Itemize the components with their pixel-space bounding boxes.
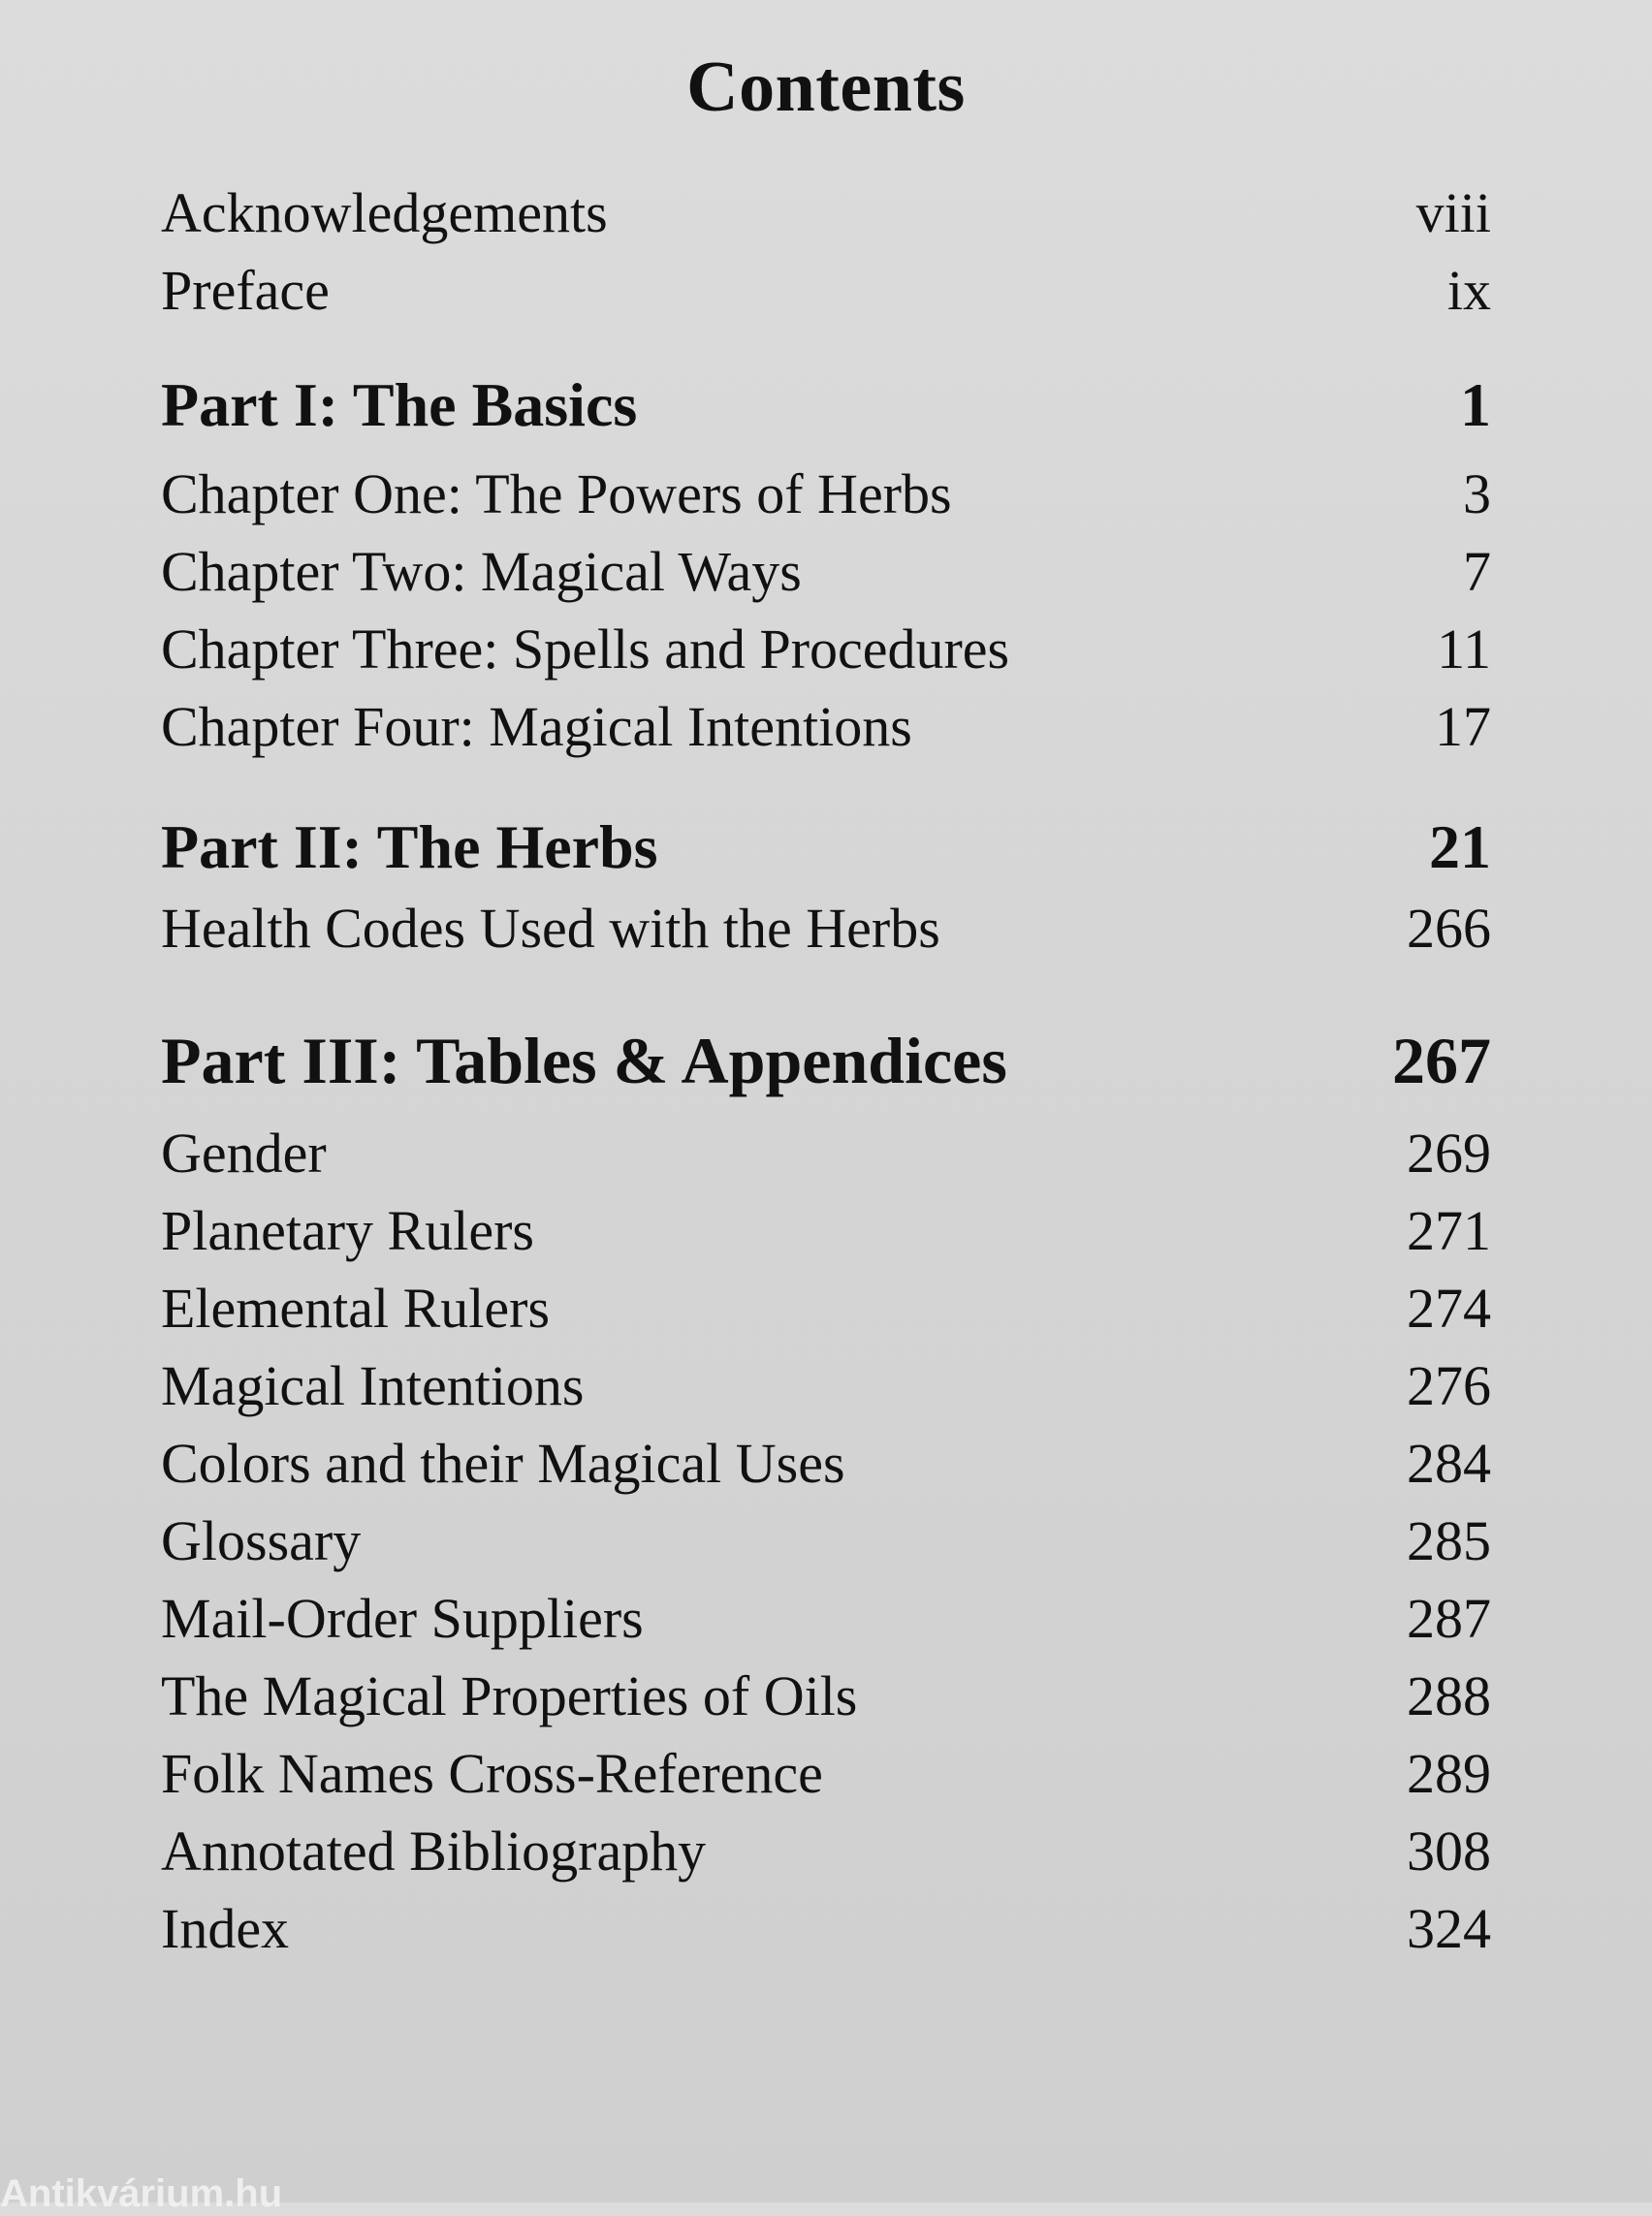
- toc-entry-page: ix: [1446, 259, 1491, 322]
- toc-entry-chapter-one[interactable]: [161, 456, 1491, 533]
- toc-entry-page: 3: [1463, 462, 1491, 525]
- toc-entry-label: Folk Names Cross-Reference: [161, 1742, 823, 1805]
- toc-entry-label: Gender: [161, 1122, 327, 1185]
- toc-entry-chapter-two[interactable]: [161, 533, 1491, 611]
- toc-entry-chapter-four[interactable]: [161, 688, 1491, 766]
- toc-entry-label: Chapter Two: Magical Ways: [161, 540, 802, 603]
- toc-entry-label: Planetary Rulers: [161, 1199, 534, 1262]
- toc-entry-page: 7: [1463, 540, 1491, 603]
- toc-entry-bibliography[interactable]: [161, 1813, 1491, 1890]
- toc-entry-label: Elemental Rulers: [161, 1277, 551, 1340]
- toc-part-1[interactable]: [161, 366, 1491, 444]
- toc-entry-chapter-three[interactable]: [161, 611, 1491, 688]
- toc-entry-folk-names[interactable]: [161, 1735, 1491, 1813]
- toc-entry-magical-intentions[interactable]: [161, 1347, 1491, 1425]
- toc-entry-label: Mail-Order Suppliers: [161, 1587, 644, 1650]
- toc-part-3[interactable]: [161, 1022, 1491, 1099]
- toc-part-title: Part II: The Herbs: [161, 812, 658, 881]
- toc-entry-label: Chapter Four: Magical Intentions: [161, 695, 912, 758]
- toc-entry-page: 324: [1407, 1897, 1491, 1960]
- watermark: Antikvárium.hu: [0, 2172, 283, 2215]
- toc-entry-page: 288: [1407, 1664, 1491, 1727]
- toc-entry-label: Magical Intentions: [161, 1354, 585, 1417]
- toc-entry-page: 285: [1407, 1509, 1491, 1572]
- toc-entry-label: Acknowledgements: [161, 181, 608, 244]
- toc-entry-label: Chapter Three: Spells and Procedures: [161, 617, 1010, 681]
- toc-entry-planetary-rulers[interactable]: [161, 1192, 1491, 1270]
- toc-entry-page: 289: [1407, 1742, 1491, 1805]
- toc-entry-label: Index: [161, 1897, 290, 1960]
- toc-part-page: 1: [1460, 370, 1491, 439]
- toc-entry-page: 287: [1407, 1587, 1491, 1650]
- toc-entry-page: 266: [1407, 897, 1491, 960]
- toc-entry-health-codes[interactable]: [161, 890, 1491, 967]
- toc-entry-label: Chapter One: The Powers of Herbs: [161, 462, 952, 525]
- toc-entry-elemental-rulers[interactable]: [161, 1270, 1491, 1347]
- toc-entry-page: 276: [1407, 1354, 1491, 1417]
- toc-entry-label: Preface: [161, 259, 330, 322]
- toc-entry-label: Colors and their Magical Uses: [161, 1432, 845, 1495]
- toc-entry-oils[interactable]: [161, 1658, 1491, 1735]
- toc-entry-page: viii: [1415, 181, 1491, 244]
- toc-entry-label: Glossary: [161, 1509, 362, 1572]
- toc-part-2[interactable]: [161, 808, 1491, 886]
- toc-entry-page: 269: [1407, 1122, 1491, 1185]
- toc-entry-index[interactable]: [161, 1890, 1491, 1968]
- toc-entry-page: 271: [1407, 1199, 1491, 1262]
- toc-entry-mail-order[interactable]: [161, 1580, 1491, 1658]
- toc-part-title: Part I: The Basics: [161, 370, 638, 439]
- toc-entry-glossary[interactable]: [161, 1503, 1491, 1580]
- toc-entry-page: 284: [1407, 1432, 1491, 1495]
- toc-entry-page: 274: [1407, 1277, 1491, 1340]
- toc-part-page: 267: [1392, 1024, 1491, 1097]
- toc-entry-preface[interactable]: [161, 252, 1491, 330]
- toc-entry-label: Health Codes Used with the Herbs: [161, 897, 940, 960]
- toc-entry-acknowledgements[interactable]: [161, 174, 1491, 252]
- page-title: Contents: [686, 47, 966, 127]
- toc-entry-colors[interactable]: [161, 1425, 1491, 1503]
- toc-part-title: Part III: Tables & Appendices: [161, 1024, 1007, 1097]
- toc-entry-gender[interactable]: [161, 1115, 1491, 1192]
- toc-entry-page: 17: [1435, 695, 1491, 758]
- toc-entry-label: The Magical Properties of Oils: [161, 1664, 858, 1727]
- toc-entry-label: Annotated Bibliography: [161, 1820, 707, 1883]
- toc-entry-page: 11: [1437, 617, 1491, 681]
- toc-entry-page: 308: [1407, 1820, 1491, 1883]
- toc-part-page: 21: [1429, 812, 1491, 881]
